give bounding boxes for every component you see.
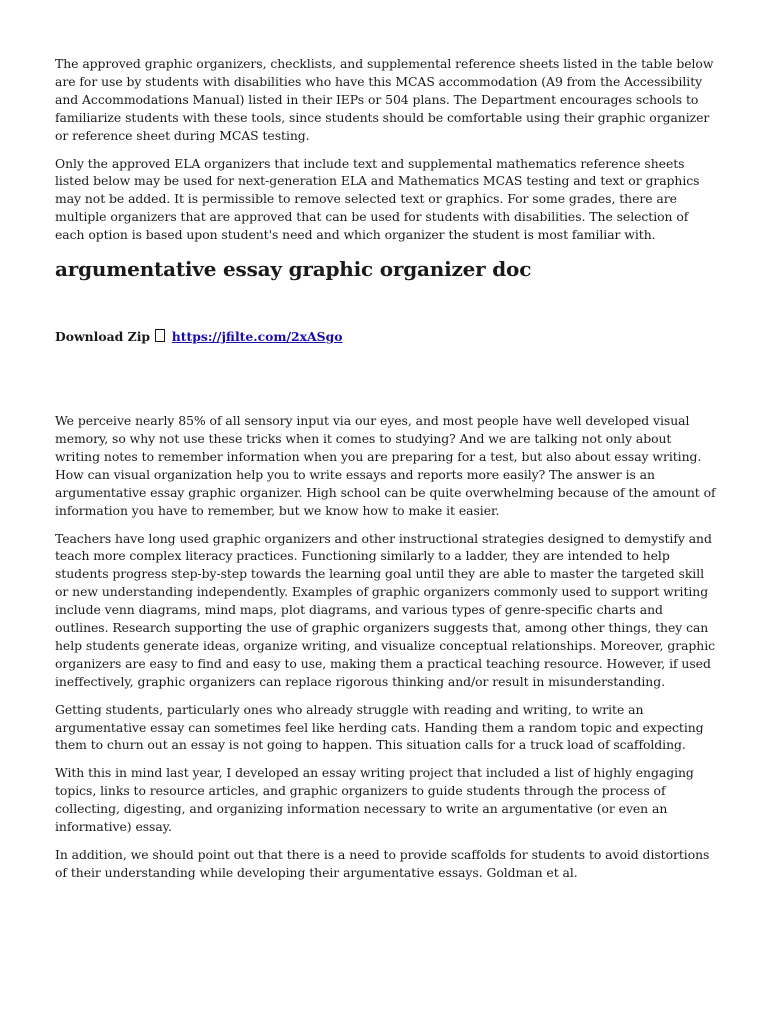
intro-paragraph: Only the approved ELA organizers that include text and supplemental mathematics reference sheets listed below may be used for next-generation ELA and Mathematics MCAS testing and text or graphics may not be added. It is permissible to remove selected text or graphics. For some grades, there are multiple organizers that are approved that can be used for students with disabilities. The selection of each option is based upon student's need and which organizer the student is most familiar with.	[55, 155, 700, 243]
body-paragraph: Getting students, particularly ones who already struggle with reading and writing, to write an argumentative essay can sometimes feel like herding cats. Handing them a random topic and expecting them to churn out an essay is not going to happen. This situation calls for a truck load of scaffolding.	[55, 701, 704, 753]
page-title: argumentative essay graphic organizer doc	[55, 257, 532, 282]
body-paragraph: We perceive nearly 85% of all sensory input via our eyes, and most people have well developed visual memory, so why not use these tricks when it comes to studying? And we are talking not only about writing notes to remember information when you are preparing for a test, but also about essay writing. How can visual organization help you to write essays and reports more easily? The answer is an argumentative essay graphic organizer. High school can be quite overwhelming because of the amount of information you have to remember, but we know how to make it easier.	[55, 413, 716, 518]
body-paragraph: In addition, we should point out that there is a need to provide scaffolds for students to avoid distortions of their understanding while developing their argumentative essays. Goldman et al.	[55, 847, 710, 880]
article-body	[55, 412, 720, 882]
body-paragraph: Teachers have long used graphic organizers and other instructional strategies designed to demystify and teach more complex literacy practices. Functioning similarly to a ladder, they are intended to help students progress step-by-step towards the learning goal until they are able to master the targeted skill or new understanding independently. Examples of graphic organizers commonly used to support writing include venn diagrams, mind maps, plot diagrams, and various types of genre-specific charts and outlines. Research supporting the use of graphic organizers suggests that, among other things, they can help students generate ideas, organize writing, and visualize conceptual relationships. Moreover, graphic organizers are easy to find and easy to use, making them a practical teaching resource. However, if used ineffectively, graphic organizers can replace rigorous thinking and/or result in misunderstanding.	[55, 530, 716, 689]
download-line	[55, 328, 720, 346]
download-link[interactable]: https://jfilte.com/2xASgo	[171, 329, 343, 345]
download-label: Download Zip	[55, 329, 151, 345]
body-paragraph: With this in mind last year, I developed an essay writing project that included a list of highly engaging topics, links to resource articles, and graphic organizers to guide students through the process of collecting, digesting, and organizing information necessary to write an argumentative (or even an informative) essay.	[55, 765, 694, 835]
missing-glyph-icon	[155, 329, 165, 342]
document-page	[55, 55, 720, 892]
intro-paragraph: The approved graphic organizers, checklists, and supplemental reference sheets listed in the table below are for use by students with disabilities who have this MCAS accommodation (A9 from the Accessibility and Accommodations Manual) listed in their IEPs or 504 plans. The Department encourages schools to familiarize students with these tools, since students should be comfortable using their graphic organizer or reference sheet during MCAS testing.	[55, 56, 714, 143]
